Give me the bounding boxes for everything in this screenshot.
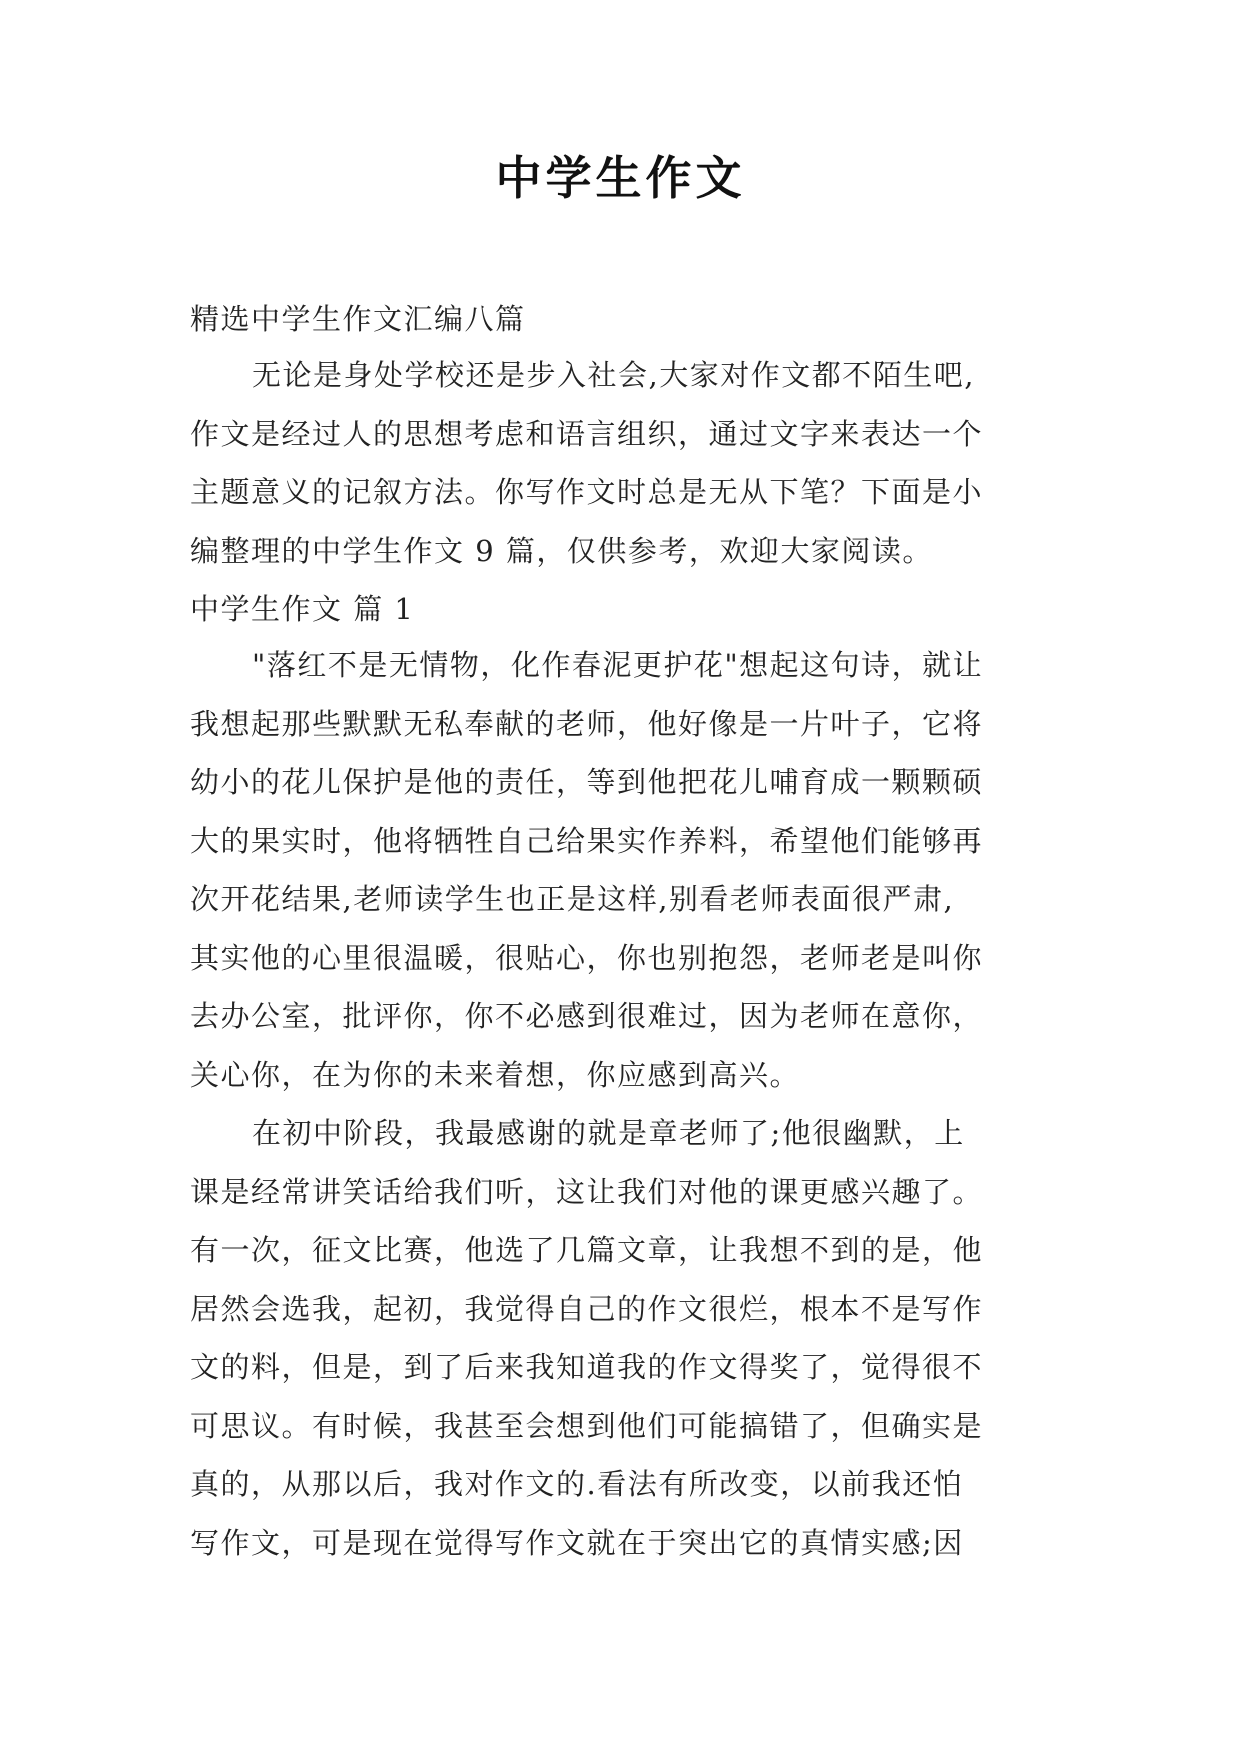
paragraph-line: 可思议。有时候，我甚至会想到他们可能搞错了，但确实是 <box>190 1408 984 1443</box>
paragraph-line: 写作文，可是现在觉得写作文就在于突出它的真情实感;因 <box>190 1525 964 1560</box>
paragraph-line: 其实他的心里很温暖，很贴心，你也别抱怨，老师老是叫你 <box>190 940 984 975</box>
paragraph-line: 大的果实时，他将牺牲自己给果实作养料，希望他们能够再 <box>190 823 984 858</box>
paragraph-line: "落红不是无情物，化作春泥更护花"想起这句诗，就让 <box>252 648 984 682</box>
paragraph-line: 主题意义的记叙方法。你写作文时总是无从下笔？下面是小 <box>190 475 984 509</box>
document-body <box>190 290 1060 1572</box>
paragraph-line: 真的，从那以后，我对作文的.看法有所改变，以前我还怕 <box>190 1467 964 1501</box>
document-title: 中学生作文 <box>495 151 746 205</box>
paragraph-line: 关心你，在为你的未来着想，你应感到高兴。 <box>190 1057 801 1092</box>
paragraph-line: 编整理的中学生作文 9 篇，仅供参考，欢迎大家阅读。 <box>190 533 933 568</box>
paragraph-line: 有一次，征文比赛，他选了几篇文章，让我想不到的是，他 <box>190 1233 984 1267</box>
paragraph-line: 次开花结果,老师读学生也正是这样,别看老师表面很严肃, <box>190 882 955 916</box>
paragraph-line: 文的料，但是，到了后来我知道我的作文得奖了，觉得很不 <box>190 1350 984 1384</box>
paragraph-line: 幼小的花儿保护是他的责任，等到他把花儿哺育成一颗颗硕 <box>190 765 984 799</box>
paragraph-line: 课是经常讲笑话给我们听，这让我们对他的课更感兴趣了。 <box>190 1174 984 1209</box>
paragraph-line: 在初中阶段，我最感谢的就是章老师了;他很幽默，上 <box>252 1116 965 1150</box>
paragraph-line: 居然会选我，起初，我觉得自己的作文很烂，根本不是写作 <box>190 1291 984 1326</box>
paragraph-line: 我想起那些默默无私奉献的老师，他好像是一片叶子，它将 <box>190 706 984 741</box>
paragraph-line: 去办公室，批评你，你不必感到很难过，因为老师在意你， <box>190 999 984 1033</box>
paragraph-line: 作文是经过人的思想考虑和语言组织，通过文字来表达一个 <box>190 416 984 451</box>
section-heading: 精选中学生作文汇编八篇 <box>190 302 526 336</box>
section-heading: 中学生作文 篇 1 <box>190 592 415 626</box>
paragraph-line: 无论是身处学校还是步入社会,大家对作文都不陌生吧, <box>252 358 975 392</box>
